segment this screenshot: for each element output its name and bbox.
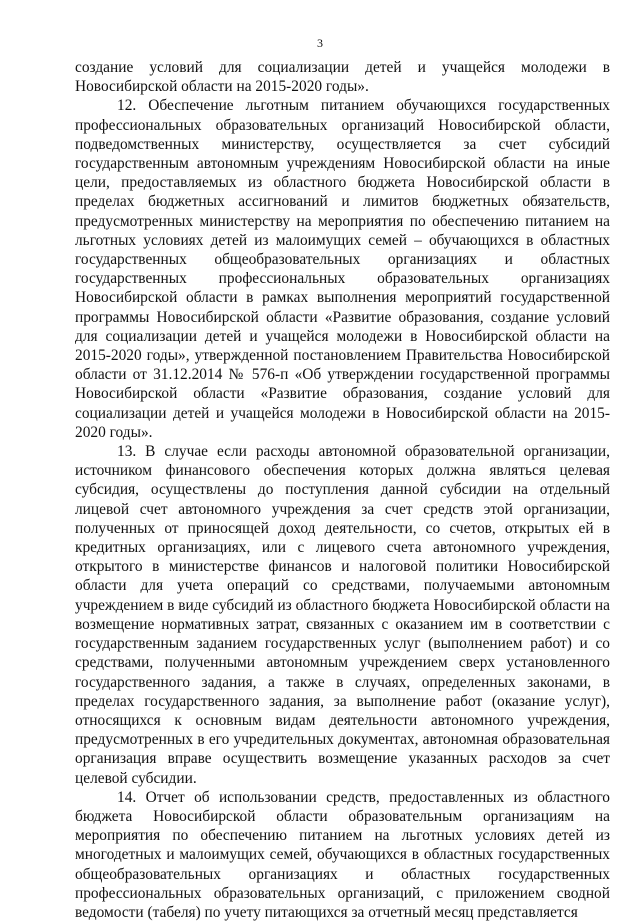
- paragraph-item-13: 13. В случае если расходы автономной образовательной организации, источником финансового обеспечения которых должна являться целевая субсидия, осуществлены до поступления данной субсидии на отдельный лицевой счет автономного учреждения за счет средств этой организации, полученных от приносящей доход деятельности, со счетов, открытых ей в кредитных организациях, или с лицевого счета автономного учреждения, открытого в министерстве финансов и налоговой политики Новосибирской области для учета операций со средствами, получаемыми автономным учреждением в виде субсидий из областного бюджета Новосибирской области на возмещение нормативных затрат, связанных с оказанием им в соответствии с государственным заданием государственных услуг (выполнением работ) и со средствами, полученными автономным учреждением сверх установленного государственного задания, а также в случаях, определенных законами, в пределах государственного задания, за выполнение работ (оказание услуг), относящихся к основным видам деятельности автономного учреждения, предусмотренных в его учредительных документах, автономная образовательная организация вправе осуществить возмещение указанных расходов за счет целевой субсидии.: [75, 443, 611, 787]
- paragraph-item-14: 14. Отчет об использовании средств, предоставленных из областного бюджета Новосибирской области образовательным организациям на мероприятия по обеспечению питанием на льготных условиях детей из многодетных и малоимущих семей, обучающихся в областных государственных общеобразовательных организациях и областных государственных профессиональных образовательных организаций, с приложением сводной ведомости (табеля) по учету питающихся за отчетный месяц представляется: [75, 788, 610, 921]
- page-number: 3: [317, 36, 323, 50]
- paragraph-continuation: создание условий для социализации детей и учащейся молодежи в Новосибирской области на 2015-2020 годы».: [75, 59, 610, 96]
- paragraph-item-12: 12. Обеспечение льготным питанием обучающихся государственных профессиональных образовательных организаций Новосибирской области, подведомственных министерству, осуществляется за счет субсидий государственным автономным учреждениям Новосибирской области на иные цели, предоставляемых из областного бюджета Новосибирской области в пределах бюджетных ассигнований и лимитов бюджетных обязательств, предусмотренных министерству на мероприятия по обеспечению питанием на льготных условиях детей из малоимущих семей – обучающихся в областных государственных общеобразовательных организациях и областных государственных профессиональных образовательных организациях Новосибирской области в рамках выполнения мероприятий государственной программы Новосибирской области «Развитие образования, создание условий для социализации детей и учащейся молодежи в Новосибирской области на 2015-2020 годы», утвержденной постановлением Правительства Новосибирской области от 31.12.2014 № 576-п «Об утверждении государственной программы Новосибирской области «Развитие образования, создание условий для социализации детей и учащейся молодежи в Новосибирской области на 2015-2020 годы».: [75, 97, 610, 441]
- document-body: [75, 58, 610, 922]
